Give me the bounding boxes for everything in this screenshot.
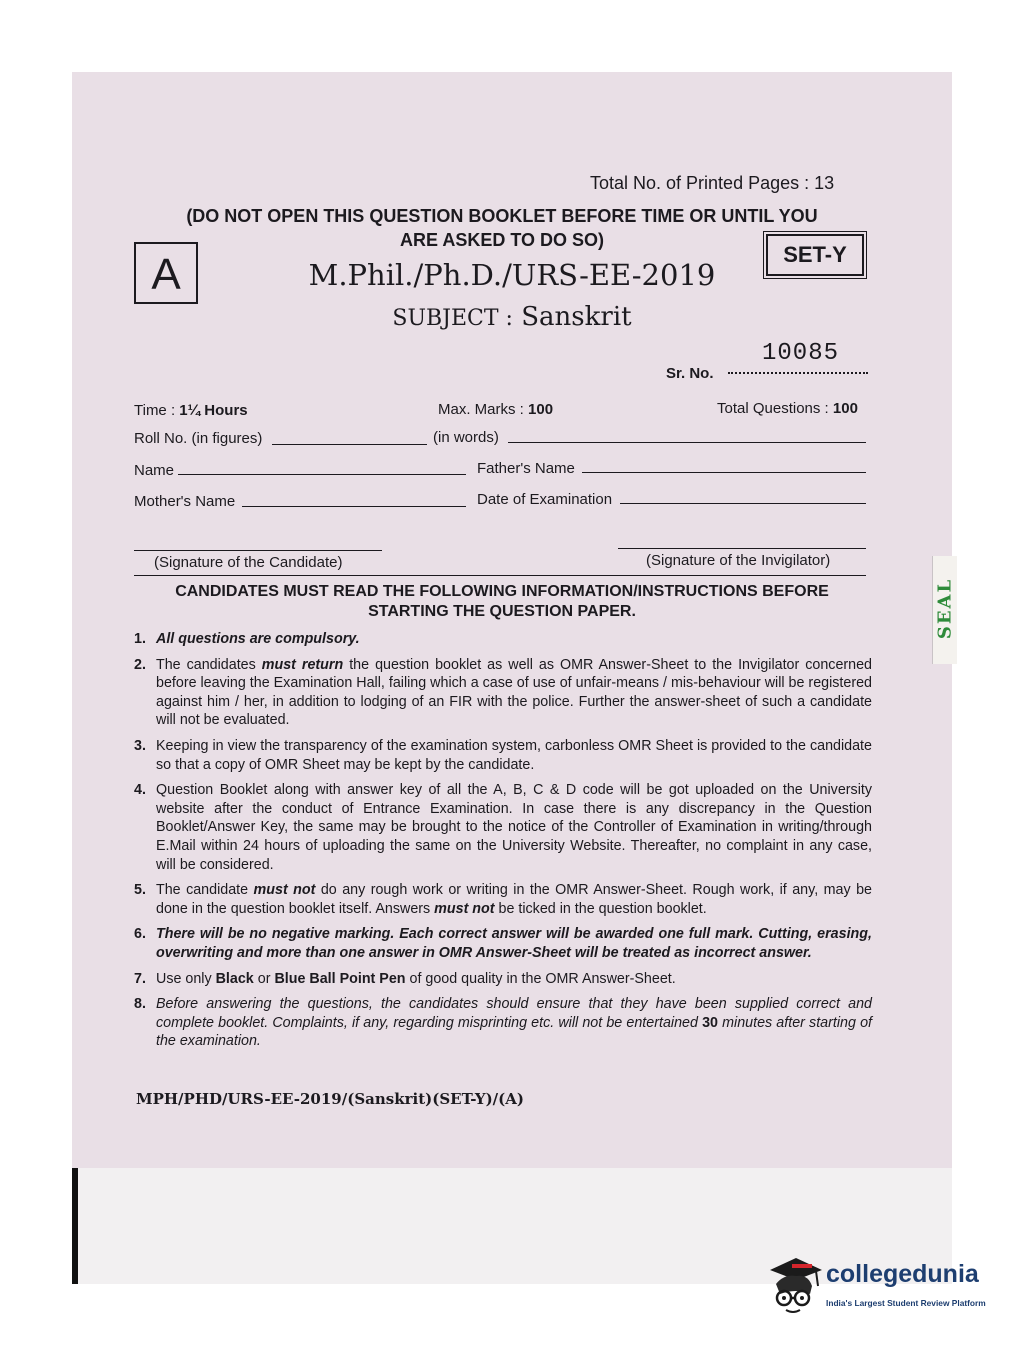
subject-value: Sanskrit (521, 302, 632, 332)
candidate-signature-label: (Signature of the Candidate) (154, 554, 343, 571)
instruction-number: 8. (134, 996, 146, 1013)
instruction-text: The candidate (156, 882, 254, 899)
invigilator-signature-label: (Signature of the Invigilator) (646, 552, 831, 569)
father-name-label: Father's Name (477, 460, 575, 477)
instruction-item (134, 970, 872, 989)
roll-figures-label: Roll No. (in figures) (134, 430, 263, 447)
instruction-emphasis: Blue Ball Point Pen (274, 970, 406, 987)
instruction-item (134, 656, 872, 730)
warning-line-2: ARE ASKED TO DO SO) (399, 230, 605, 250)
logo-brand-name: collegedunia (826, 1260, 979, 1288)
printed-pages: Total No. of Printed Pages : 13 (590, 173, 835, 193)
time-value: 1¼ Hours (179, 402, 248, 419)
candidate-signature-line[interactable] (134, 550, 382, 551)
instruction-number: 2. (134, 656, 146, 673)
instruction-text: do any rough work or writing in the OMR Answer-Sheet. Rough work, if any, may be done in the question booklet itself. Answers (156, 882, 872, 917)
serial-label: Sr. No. (666, 365, 714, 382)
subject-label: SUBJECT : (392, 306, 513, 331)
total-questions-value: 100 (832, 400, 858, 417)
instruction-item (134, 995, 872, 1051)
instruction-emphasis: must not (434, 900, 495, 917)
instruction-number: 1. (134, 631, 146, 647)
instruction-item (134, 781, 872, 874)
set-code-box: SET-Y (766, 234, 864, 276)
max-marks-label: Max. Marks : (438, 401, 529, 418)
instruction-text: the question booklet as well as OMR Answer-Sheet to the Invigilator concerned before leaving the Examination Hall, failing which a case of use of unfair-means / mis-behaviour will be registered against him / her, in addition to lodging of an FIR with the police. Further the answer-sheet of such a candidate will not be evaluated. (156, 656, 873, 729)
instruction-number: 6. (134, 926, 146, 943)
serial-number: 10085 (762, 340, 840, 367)
invigilator-signature-line[interactable] (618, 548, 866, 549)
seal-label: SEAL (934, 577, 956, 640)
instruction-item (134, 630, 872, 649)
max-marks-info (438, 401, 553, 418)
instruction-text: or (253, 970, 275, 987)
instruction-text: Keeping in view the transparency of the examination system, carbonless OMR Sheet is provided to the candidate so that a copy of OMR Sheet may be kept by the candidate. (156, 737, 872, 773)
instruction-text: All questions are compulsory. (156, 631, 360, 647)
mother-name-field[interactable] (242, 506, 466, 507)
serial-dotted-line (728, 372, 868, 374)
question-booklet-cover (72, 72, 952, 1284)
mother-name-label: Mother's Name (134, 493, 236, 510)
instruction-number: 5. (134, 882, 146, 899)
instructions-heading-line-1: CANDIDATES MUST READ THE FOLLOWING INFORMATION/INSTRUCTIONS BEFORE (175, 583, 829, 600)
seal-strip (932, 556, 957, 664)
mascot-icon (766, 1254, 824, 1320)
logo-tagline: India's Largest Student Review Platform (826, 1298, 986, 1308)
instruction-item (134, 925, 872, 962)
instructions-list (134, 630, 872, 1058)
time-label: Time : (134, 402, 180, 419)
roll-figures-field[interactable] (272, 444, 427, 445)
instruction-item (134, 737, 872, 774)
instruction-text: of good quality in the OMR Answer-Sheet. (405, 970, 676, 987)
instruction-text: Before answering the questions, the candidates should ensure that they have been supplied correct and complete booklet. Complaints, if any, regarding misprinting etc. will not be entertained (156, 996, 872, 1031)
date-of-exam-field[interactable] (620, 503, 866, 504)
name-label: Name (134, 462, 175, 479)
time-info (134, 402, 248, 419)
roll-words-field[interactable] (508, 442, 866, 443)
max-marks-value: 100 (528, 401, 554, 418)
date-of-exam-label: Date of Examination (477, 491, 613, 508)
instructions-heading (132, 582, 872, 622)
father-name-field[interactable] (582, 472, 866, 473)
instruction-emphasis: 30 (702, 1014, 718, 1031)
instruction-emphasis: Black (215, 970, 254, 987)
paper-edge (72, 1168, 78, 1284)
instruction-text: Question Booklet along with answer key of all the A, B, C & D code will be got uploaded on the University website after the conduct of Entrance Examination. In case there is any discrepancy in the Question Booklet/Answer Key, the same may be brought to the notice of the Controller of Examination in writing/through E.Mail within 24 hours of uploading the same on the University Website. Thereafter, no complaint in any case, will be considered. (156, 782, 872, 873)
collegedunia-logo[interactable] (766, 1254, 996, 1324)
subject-line (232, 302, 792, 332)
instruction-text: Use only (156, 970, 216, 987)
instruction-text: be ticked in the question booklet. (494, 900, 707, 917)
roll-words-label: (in words) (433, 429, 499, 446)
instructions-heading-line-2: STARTING THE QUESTION PAPER. (368, 603, 636, 620)
instruction-text: There will be no negative marking. Each correct answer will be awarded one full mark. Cutting, erasing, overwriting and more than one answer in OMR Answer-Sheet will be treated as incorrect answer. (156, 926, 872, 961)
instruction-number: 7. (134, 970, 146, 987)
booklet-code-box: A (134, 242, 198, 304)
paper-code-footer: MPH/PHD/URS-EE-2019/(Sanskrit)(SET-Y)/(A) (136, 1090, 524, 1108)
warning-line-1: (DO NOT OPEN THIS QUESTION BOOKLET BEFORE TIME OR UNTIL YOU (186, 206, 818, 226)
name-field[interactable] (178, 474, 466, 475)
instruction-text: The candidates (156, 656, 262, 673)
section-divider (134, 575, 866, 576)
instruction-item (134, 881, 872, 918)
total-questions-label: Total Questions : (717, 400, 833, 417)
exam-title: M.Phil./Ph.D./URS-EE-2019 (308, 258, 716, 292)
warning-notice (132, 204, 872, 252)
instruction-emphasis: must return (261, 656, 344, 673)
total-questions-info (717, 400, 858, 417)
instruction-text: minutes after starting of the examination. (156, 1014, 872, 1050)
instruction-number: 3. (134, 737, 146, 754)
instruction-emphasis: must not (253, 882, 316, 899)
instruction-number: 4. (134, 782, 146, 799)
